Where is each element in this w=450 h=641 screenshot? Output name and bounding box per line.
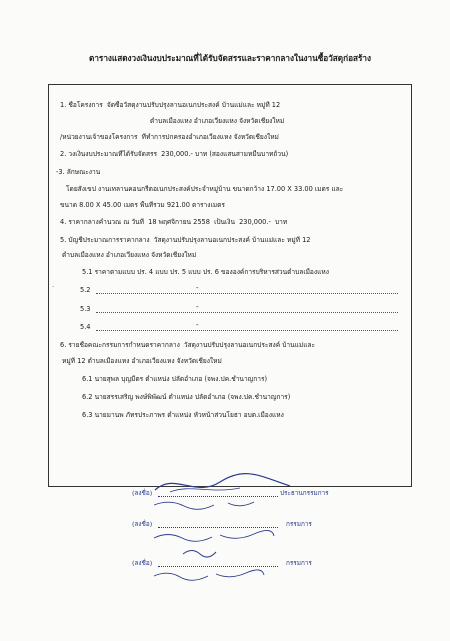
committee-member-1: 6.1 นายสุพล บุญมีตร ตำแหน่ง ปลัดอำเภอ (จพง.ปค.ชำนาญการ)	[82, 375, 268, 383]
item-5-3-dash: -	[196, 303, 199, 311]
project-owner: /หน่วยงานเจ้าของโครงการ ที่ทำการปกครองอำเภอเวียงแหง จังหวัดเชียงใหม่	[60, 133, 279, 141]
signature-1-name-scribble	[150, 497, 270, 513]
item-5-location: ตำบลเมืองแหง อำเภอเวียงแหง จังหวัดเชียงใหม่	[62, 251, 197, 259]
signature-2-role: กรรมการ	[286, 520, 312, 528]
project-name: จัดซื้อวัสดุงานปรับปรุงลานอเนกประสงค์ บ้านแม่และ หมู่ที่ 12	[106, 101, 281, 109]
item-2-budget: 2. วงเงินงบประมาณที่ได้รับจัดสรร 230,000.- บาท (สองแสนสามหมื่นบาทถ้วน)	[60, 150, 289, 158]
signature-1-role: ประธานกรรมการ	[280, 489, 329, 497]
margin-mark: ·	[52, 283, 55, 291]
signature-3-label: (ลงชื่อ)	[132, 559, 153, 567]
item-4-median-price: 4. ราคากลางคำนวณ ณ วันที่ 18 พฤศจิกายน 2558 เป็นเงิน 230,000.- บาท	[60, 218, 288, 226]
signature-3-line	[158, 566, 278, 567]
item-3-label: -3. ลักษณะงาน	[56, 168, 101, 176]
item-5-4-line	[96, 330, 398, 331]
committee-member-3: 6.3 นายมานพ ภัทรประภาพร ตำแหน่ง หัวหน้าส่วนโยธา อบต.เมืองแหง	[82, 411, 284, 419]
signature-3-role: กรรมการ	[286, 559, 312, 567]
item-5-3: 5.3	[80, 305, 91, 313]
item-3-desc-1: โดยสังเขป งานเทลานคอนกรีตอเนกประสงค์ประจำหมู่บ้าน ขนาดกว้าง 17.00 X 33.00 เมตร และ	[66, 185, 344, 193]
item-3-desc-2: ขนาด 8.00 X 45.00 เมตร พื้นที่รวม 921.00 ตารางเมตร	[60, 201, 225, 209]
item-1-label: 1. ชื่อโครงการ จัดซื้อวัสดุงานปรับปรุงลานอเนกประสงค์ บ้านแม่และ หมู่ที่ 12	[60, 101, 281, 109]
item-5-label: 5. บัญชีประมาณการราคากลาง วัสดุงานปรับปรุงลานอเนกประสงค์ บ้านแม่และ หมู่ที่ 12	[60, 236, 311, 244]
item-5-2: 5.2	[80, 286, 91, 294]
item-5-1: 5.1 ราคาตามแบบ ปร. 4 แบบ ปร. 5 แบบ ปร. 6 ขององค์การบริหารส่วนตำบลเมืองแหง	[82, 268, 329, 276]
signature-2-label: (ลงชื่อ)	[132, 520, 153, 528]
signature-3-name-scribble	[150, 568, 270, 584]
item-5-2-dash: -	[196, 284, 199, 292]
content-frame	[48, 84, 412, 487]
item-5-4-dash: -	[196, 321, 199, 329]
item-6-location: หมู่ที่ 12 ตำบลเมืองแหง อำเภอเวียงแหง จังหวัดเชียงใหม่	[62, 357, 222, 365]
signature-1-label: (ลงชื่อ)	[132, 489, 153, 497]
document-title: ตารางแสดงวงเงินงบประมาณที่ได้รับจัดสรรและราคากลางในงานซื้อวัสดุก่อสร้าง	[89, 53, 371, 63]
item-6-label: 6. รายชื่อคณะกรรมการกำหนดราคากลาง วัสดุงานปรับปรุงลานอเนกประสงค์ บ้านแม่และ	[60, 341, 316, 349]
item-5-4: 5.4	[80, 323, 91, 331]
item-5-3-line	[96, 312, 398, 313]
committee-member-2: 6.2 นายสรรเสริญ พงษ์พิพัฒน์ ตำแหน่ง ปลัดอำเภอ (จพง.ปค.ชำนาญการ)	[82, 393, 291, 401]
project-location: ตำบลเมืองแหง อำเภอเวียงแหง จังหวัดเชียงใหม่	[150, 117, 285, 125]
signature-2-name-scribble	[150, 528, 280, 546]
signature-3-scribble	[180, 546, 220, 558]
item-5-2-line	[96, 293, 398, 294]
